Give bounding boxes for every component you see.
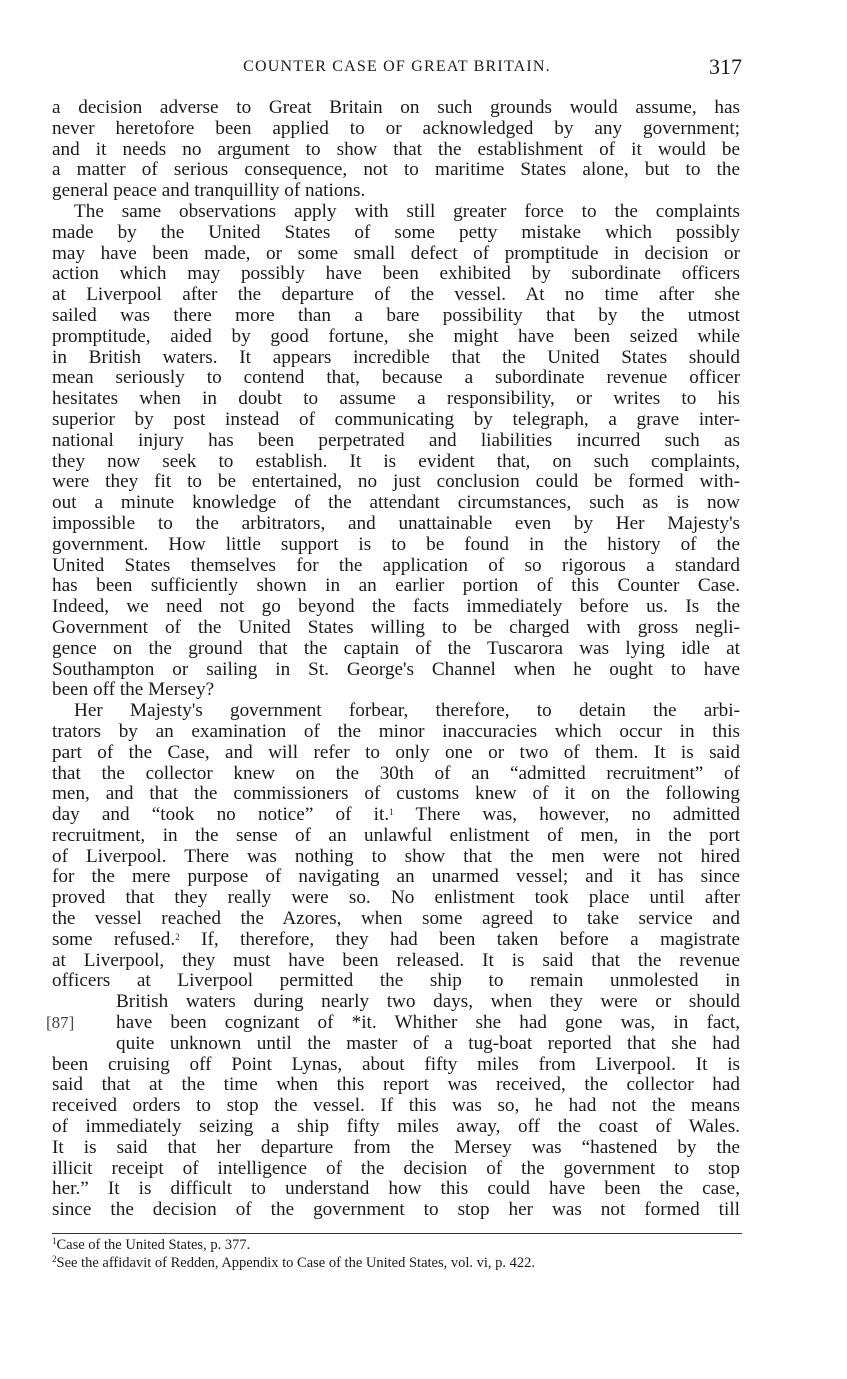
text-line: her.” It is difficult to understand how this could have been the case, bbox=[52, 1178, 740, 1200]
text-line: action which may possibly have been exhibited by subordinate officers bbox=[52, 263, 740, 285]
text-line: British waters during nearly two days, when they were or should bbox=[116, 991, 740, 1013]
text-line: part of the Case, and will refer to only one or two of them. It is said bbox=[52, 741, 740, 763]
footnote-mark: 2 bbox=[52, 1254, 57, 1264]
text-line: may have been made, or some small defect of promptitude in decision or bbox=[52, 242, 740, 264]
text-line: The same observations apply with still greater force to the complaints bbox=[74, 200, 740, 222]
text-line: been cruising off Point Lynas, about fifty miles from Liverpool. It is bbox=[52, 1053, 740, 1075]
footnote bbox=[52, 1254, 742, 1272]
text-line: in British waters. It appears incredible that the United States should bbox=[52, 346, 740, 368]
text-line: were they fit to be entertained, no just conclusion could be formed with- bbox=[52, 471, 740, 493]
line-head: some refused. bbox=[52, 928, 176, 950]
footnote-ref: 1 bbox=[389, 807, 394, 818]
line-tail: If, therefore, they had been taken before a magistrate bbox=[179, 928, 740, 950]
text-line: government. How little support is to be found in the history of the bbox=[52, 533, 740, 555]
text-line: at Liverpool, they must have been released. It is said that the revenue bbox=[52, 949, 740, 971]
text-line: a matter of serious consequence, not to maritime States alone, but to the bbox=[52, 159, 740, 181]
text-line: Southampton or sailing in St. George's Channel when he ought to have bbox=[52, 658, 740, 680]
text-line-with-footnote bbox=[52, 930, 740, 951]
text-line: national injury has been perpetrated and liabilities incurred such as bbox=[52, 429, 740, 451]
text-line: promptitude, aided by good fortune, she might have been seized while bbox=[52, 325, 740, 347]
text-line: out a minute knowledge of the attendant circumstances, such as is now bbox=[52, 492, 740, 514]
text-line: Indeed, we need not go beyond the facts immediately before us. Is the bbox=[52, 596, 740, 618]
line-text: have been cognizant of *it. Whither she had gone was, in fact, bbox=[116, 1012, 740, 1034]
text-line: men, and that the commissioners of customs knew of it on the following bbox=[52, 783, 740, 805]
text-line: been off the Mersey? bbox=[52, 679, 215, 701]
text-line: gence on the ground that the captain of the Tuscarora was lying idle at bbox=[52, 637, 740, 659]
text-line: It is said that her departure from the Mersey was “hastened by the bbox=[52, 1136, 740, 1158]
text-line: trators by an examination of the minor inaccuracies which occur in this bbox=[52, 720, 740, 742]
text-line: officers at Liverpool permitted the ship to remain unmolested in bbox=[52, 970, 740, 992]
text-line: general peace and tranquillity of nations. bbox=[52, 180, 366, 202]
body-text bbox=[46, 97, 740, 1221]
text-line: sailed was there more than a bare possibility that by the utmost bbox=[52, 304, 740, 326]
text-line bbox=[46, 1012, 740, 1034]
margin-page-ref: [87] bbox=[46, 1013, 75, 1033]
text-line: received orders to stop the vessel. If this was so, he had not the means bbox=[52, 1095, 740, 1117]
text-line: of immediately seizing a ship fifty miles away, off the coast of Wales. bbox=[52, 1116, 740, 1138]
text-line: impossible to the arbitrators, and unattainable even by Her Majesty's bbox=[52, 512, 740, 534]
running-title: COUNTER CASE OF GREAT BRITAIN. bbox=[243, 58, 551, 75]
text-line: hesitates when in doubt to assume a responsibility, or writes to his bbox=[52, 388, 740, 410]
text-line-with-footnote bbox=[52, 805, 740, 826]
text-line: Government of the United States willing to be charged with gross negli- bbox=[52, 616, 740, 638]
text-line: proved that they really were so. No enlistment took place until after bbox=[52, 887, 740, 909]
text-line: recruitment, in the sense of an unlawful enlistment of men, in the port bbox=[52, 824, 740, 846]
text-line: since the decision of the government to stop her was not formed till bbox=[52, 1199, 740, 1221]
line-head: day and “took no notice” of it. bbox=[52, 804, 390, 826]
footnotes bbox=[52, 1236, 742, 1272]
text-line: that the collector knew on the 30th of an “admitted recruitment” of bbox=[52, 762, 740, 784]
text-line: said that at the time when this report was received, the collector had bbox=[52, 1074, 740, 1096]
text-line: never heretofore been applied to or acknowledged by any government; bbox=[52, 117, 740, 139]
text-line: they now seek to establish. It is evident that, on such complaints, bbox=[52, 450, 740, 472]
text-line: superior by post instead of communicating by telegraph, a grave inter- bbox=[52, 408, 740, 430]
text-line: has been sufficiently shown in an earlier portion of this Counter Case. bbox=[52, 575, 740, 597]
footnote-text: See the affidavit of Redden, Appendix to Case of the United States, vol. vi, p. 422. bbox=[56, 1255, 536, 1271]
page-number: 317 bbox=[709, 54, 742, 79]
text-line: the vessel reached the Azores, when some agreed to take service and bbox=[52, 908, 740, 930]
footnote-ref: 2 bbox=[175, 931, 180, 942]
text-line: illicit receipt of intelligence of the decision of the government to stop bbox=[52, 1157, 740, 1179]
line-tail: There was, however, no admitted bbox=[393, 804, 740, 826]
text-line: made by the United States of some petty mistake which possibly bbox=[52, 221, 740, 243]
text-line: for the mere purpose of navigating an unarmed vessel; and it has since bbox=[52, 866, 740, 888]
footnote-divider bbox=[52, 1233, 742, 1234]
footnote bbox=[52, 1236, 742, 1254]
text-line: mean seriously to contend that, because a subordinate revenue officer bbox=[52, 367, 740, 389]
text-line: and it needs no argument to show that the establishment of it would be bbox=[52, 138, 740, 160]
text-line: a decision adverse to Great Britain on such grounds would assume, has bbox=[52, 97, 740, 118]
text-line: quite unknown until the master of a tug-boat reported that she had bbox=[116, 1032, 740, 1054]
text-line: of Liverpool. There was nothing to show that the men were not hired bbox=[52, 845, 740, 867]
text-line: United States themselves for the application of so rigorous a standard bbox=[52, 554, 740, 576]
footnote-mark: 1 bbox=[52, 1236, 57, 1246]
footnote-text: Case of the United States, p. 377. bbox=[56, 1237, 251, 1253]
text-line: Her Majesty's government forbear, therefore, to detain the arbi- bbox=[74, 700, 740, 722]
running-header bbox=[52, 56, 742, 80]
text-line: at Liverpool after the departure of the vessel. At no time after she bbox=[52, 284, 740, 306]
